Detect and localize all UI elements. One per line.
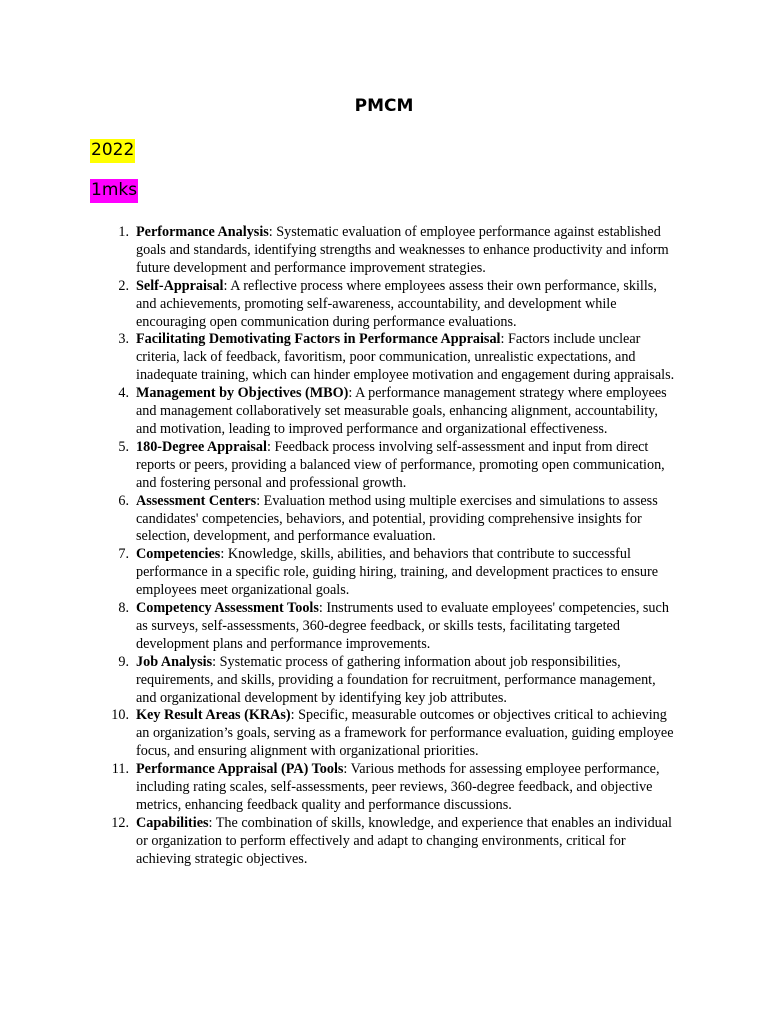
item-definition: : Feedback process involving self-assessment and input from direct reports or peers, providing a balanced view of performance, promoting open communication, and fostering personal and professional growth. — [136, 438, 665, 491]
item-definition: : Knowledge, skills, abilities, and behaviors that contribute to successful performance in a specific role, guiding hiring, training, and development practices to ensure employees meet organizational goals. — [136, 546, 658, 599]
item-number: 9. — [118, 653, 129, 670]
item-term: Assessment Centers — [136, 492, 257, 509]
list-item — [118, 224, 676, 278]
list-item — [118, 277, 676, 332]
list-item — [111, 707, 676, 761]
item-definition: : Evaluation method using multiple exercises and simulations to assess candidates' competencies, behaviors, and potential, providing comprehensive insights for selection, development, and performance evaluation. — [136, 492, 658, 545]
item-number: 8. — [118, 600, 129, 617]
item-number: 10. — [111, 707, 129, 724]
list-item — [111, 761, 676, 815]
document-title: PMCM — [354, 96, 414, 116]
list-item — [111, 814, 676, 869]
item-number: 4. — [118, 385, 129, 402]
item-definition: : A reflective process where employees assess their own performance, skills, and achievements, promoting self-awareness, accountability, and development while encouraging open communication during performance evaluations. — [136, 277, 657, 330]
item-term: Key Result Areas (KRAs) — [136, 707, 291, 724]
item-number: 11. — [111, 761, 129, 778]
list-item — [118, 492, 676, 547]
item-number: 2. — [118, 277, 129, 294]
item-number: 12. — [111, 814, 129, 831]
item-definition: : A performance management strategy where employees and management collaboratively set measurable goals, enhancing alignment, accountability, and motivation, leading to improved performance and organizational effectiveness. — [136, 385, 667, 437]
item-definition: : The combination of skills, knowledge, and experience that enables an individual or organization to perform effectively and adapt to changing environments, critical for achieving strategic objectives. — [136, 814, 672, 867]
item-term: Management by Objectives (MBO) — [136, 385, 349, 402]
list-item — [118, 546, 676, 600]
list-item — [118, 438, 676, 493]
item-definition: : Factors include unclear criteria, lack of feedback, favoritism, poor communication, unrealistic expectations, and inadequate training, which can hinder employee motivation and engagement during appraisals. — [136, 331, 675, 384]
item-term: Performance Appraisal (PA) Tools — [136, 761, 344, 778]
item-term: Job Analysis — [136, 653, 213, 670]
item-term: Competencies — [136, 546, 221, 563]
item-definition: : Specific, measurable outcomes or objectives critical to achieving an organization’s goals, serving as a framework for performance evaluation, guiding employee focus, and ensuring alignment with organizational priorities. — [136, 707, 674, 760]
item-number: 5. — [118, 438, 129, 455]
item-number: 7. — [118, 546, 129, 563]
list-item — [118, 600, 676, 654]
item-term: Competency Assessment Tools — [136, 600, 319, 617]
item-definition: : Various methods for assessing employee performance, including rating scales, self-assessments, peer reviews, 360-degree feedback, and objective metrics, enhancing feedback quality and performance discussions. — [136, 761, 660, 813]
item-number: 6. — [118, 492, 129, 509]
marks-highlight: 1mks — [90, 179, 138, 203]
list-item — [118, 385, 676, 439]
item-term: Self-Appraisal — [136, 277, 224, 294]
item-number: 1. — [118, 224, 129, 240]
item-term: Performance Analysis — [136, 224, 269, 240]
item-term: Capabilities — [136, 814, 209, 831]
item-term: 180-Degree Appraisal — [136, 438, 267, 455]
list-item — [118, 331, 676, 385]
item-term: Facilitating Demotivating Factors in Performance Appraisal — [136, 331, 501, 348]
item-definition: : Systematic process of gathering information about job responsibilities, requirements, and skills, providing a foundation for recruitment, performance management, and organizational development by identifying key job attributes. — [136, 653, 656, 706]
list-item — [118, 653, 676, 708]
definitions-list — [111, 224, 676, 869]
year-highlight: 2022 — [90, 139, 135, 163]
item-definition: : Instruments used to evaluate employees' competencies, such as surveys, self-assessments, 360-degree feedback, or skills tests, facilitating targeted development plans and performance improvements. — [136, 600, 669, 652]
item-number: 3. — [118, 331, 129, 348]
item-definition: : Systematic evaluation of employee performance against established goals and standards, identifying strengths and weaknesses to enhance productivity and inform future development and performance improvement strategies. — [136, 224, 669, 276]
